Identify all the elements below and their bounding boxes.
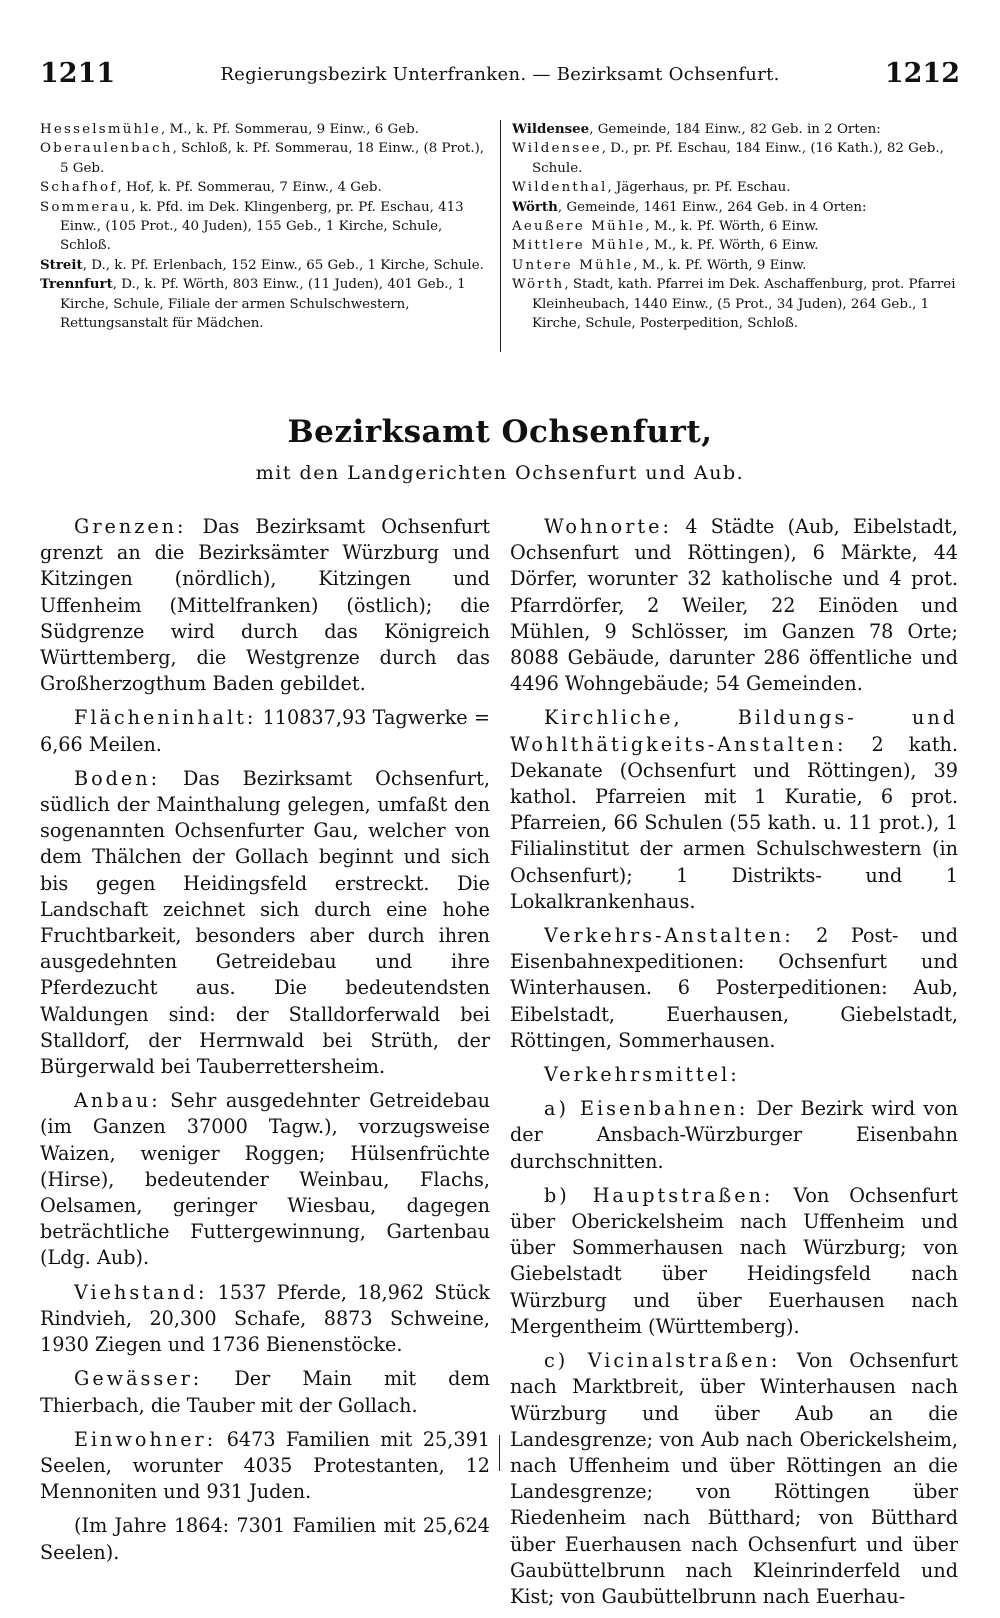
paragraph-label: Boden: [74,766,161,790]
place-name: Schafhof [40,180,118,196]
gazetteer-entry [512,236,958,255]
paragraph-label: Kirchliche, Bildungs- und Wohlthätigkeits-Anstalten: [510,706,958,756]
paragraph-text: Sehr ausgedehnter Getreidebau (im Ganzen 37000 Tagw.), vorzugsweise Waizen, weniger Roggen; Hülsenfrüchte (Hirse), bedeutender Weinbau, Flachs, Oelsamen, geringer Wiesbau, dagegen beträchtliche Futtergewinnung, Gartenbau (Ldg. Aub). [40,1089,490,1270]
paragraph-label: Viehstand: [74,1280,208,1304]
entry-text: , Stadt, kath. Pfarrei im Dek. Aschaffenburg, prot. Pfarrei Kleinheubach, 1440 Einw., (5 Prot., 34 Juden), 264 Geb., 1 Kirche, Schule, Posterpedition, Schloß. [532,277,956,332]
paragraph [40,1088,490,1271]
paragraph-text: 2 Post- und Eisenbahnexpeditionen: Ochsenfurt und Winterhausen. 6 Posterpeditionen: Aub, Eibelstadt, Euerhausen, Giebelstadt, Röttingen, Sommerhausen. [510,924,958,1052]
left-column [40,514,490,1574]
paragraph-text: 2 kath. Dekanate (Ochsenfurt und Röttingen), 39 kathol. Pfarreien mit 1 Kuratie, 6 prot. Pfarreien, 66 Schulen (55 kath. u. 11 prot.), 1 Filialinstitut der armen Schulschwestern (in Ochsenfurt); 1 Distrikts- und 1 Lokalkrankenhaus. [510,732,958,913]
place-name: Untere Mühle [512,257,634,273]
place-name: Wildenthal [512,180,608,196]
paragraph-label: b) Hauptstraßen: [544,1183,774,1207]
gazetteer-entry [512,275,958,333]
paragraph [510,923,958,1054]
paragraph-label: Verkehrsmittel: [544,1063,740,1087]
paragraph-text: Der Bezirk wird von der Ansbach-Würzburger Eisenbahn durchschnitten. [510,1097,958,1173]
place-name: Wörth [512,198,558,215]
paragraph-label: Anbau: [74,1089,161,1113]
entry-text: , Jägerhaus, pr. Pf. Eschau. [607,180,791,196]
gazetteer-entry [512,120,958,139]
paragraph [510,1183,958,1340]
paragraph-label: a) Eisenbahnen: [544,1097,749,1121]
running-title: Regierungsbezirk Unterfranken. — Bezirksamt Ochsenfurt. [220,64,780,85]
paragraph-label: c) Vicinalstraßen: [544,1349,781,1373]
place-name: Hesselsmühle [40,122,161,137]
column-divider [499,1435,500,1471]
paragraph [40,1366,490,1418]
paragraph-text: Von Ochsenfurt über Oberickelsheim nach Uffenheim und über Sommerhausen nach Würzburg; von Giebelstadt über Heidingsfeld nach Würzburg und über Euerhausen nach Mergentheim (Württemberg). [510,1183,958,1338]
place-name: Oberaulenbach [40,141,173,157]
paragraph [510,1348,958,1610]
paragraph-text: 1537 Pferde, 18,962 Stück Rindvieh, 20,300 Schafe, 8873 Schweine, 1930 Ziegen und 1736 Bienenstöcke. [40,1280,490,1357]
gazetteer-entry [40,275,492,333]
paragraph-label: Gewässer: [74,1367,203,1391]
entry-text: , D., k. Pf. Wörth, 803 Einw., (11 Juden), 401 Geb., 1 Kirche, Schule, Filiale der armen Schulschwestern, Rettungsanstalt für Mädchen. [60,277,466,332]
right-column [510,514,958,1618]
place-name: Aeußere Mühle [512,219,646,235]
paragraph-text: 110837,93 Tagwerke = 6,66 Meilen. [40,706,490,756]
entry-text: , D., k. Pf. Erlenbach, 152 Einw., 65 Geb., 1 Kirche, Schule. [82,257,484,273]
paragraph-text: Der Main mit dem Thierbach, die Tauber mit der Gollach. [40,1367,490,1417]
paragraph-label: Wohnorte: [544,515,672,538]
entry-text: , D., pr. Pf. Eschau, 184 Einw., (16 Kath.), 82 Geb., Schule. [532,141,944,176]
entry-text: , Hof, k. Pf. Sommerau, 7 Einw., 4 Geb. [117,180,382,196]
gazetteer-entry [40,256,492,275]
place-name: Wildensee [512,121,590,137]
gazetteer-entry [40,178,492,197]
paragraph [40,1427,490,1506]
entry-text: , M., k. Pf. Wörth, 6 Einw. [645,238,819,254]
entry-text: , Gemeinde, 184 Einw., 82 Geb. in 2 Orten: [589,122,881,137]
paragraph-text: 6473 Familien mit 25,391 Seelen, worunter 4035 Protestanten, 12 Mennoniten und 931 Juden. [40,1427,490,1504]
paragraph [40,766,490,1080]
gazetteer-entry [512,217,958,236]
paragraph-text: Von Ochsenfurt nach Marktbreit, über Winterhausen nach Würzburg und über Aub an die Landesgrenze; von Aub nach Oberickelsheim, nach Uffenheim und über Röttingen an die Landesgrenze; von Röttingen über Riedenheim nach Bütthard; von Bütthard über Euerhausen nach Ochsenfurt und über Gaubüttelbrunn nach Kleinrinderfeld und Kist; von Gaubüttelbrunn nach Euerhau- [510,1349,959,1608]
column-divider [500,120,501,352]
paragraph-label: Verkehrs-Anstalten: [544,924,794,948]
gazetteer-entry [512,256,958,275]
paragraph [40,514,490,697]
gazetteer-entry [512,198,958,217]
gazetteer-entry [40,139,492,178]
gazetteer-entry [40,120,492,139]
place-name: Wörth [512,277,565,293]
entry-text: , M., k. Pf. Wörth, 9 Einw. [633,257,807,273]
page-number-left: 1211 [40,58,116,89]
place-name: Sommerau [40,199,132,215]
section-title: Bezirksamt Ochsenfurt, [287,414,713,450]
place-name: Trennfurt [40,276,113,293]
paragraph [510,1062,958,1088]
paragraph [40,1513,490,1565]
place-name: Mittlere Mühle [512,238,646,254]
page-header [40,58,960,92]
paragraph-text: 4 Städte (Aub, Eibelstadt, Ochsenfurt und Röttingen), 6 Märkte, 44 Dörfer, worunter 32 katholische und 4 prot. Pfarrdörfer, 2 Weiler, 22 Einöden und Mühlen, 9 Schlösser, im Ganzen 78 Orte; 8088 Gebäude, darunter 286 öffentliche und 4496 Wohngebäude; 54 Gemeinden. [510,515,958,696]
paragraph [40,705,490,757]
paragraph-label: Einwohner: [74,1427,217,1451]
paragraph-text: (Im Jahre 1864: 7301 Familien mit 25,624 Seelen). [40,1514,490,1564]
gazetteer-entry [40,198,492,256]
paragraph-label: Grenzen: [74,515,187,538]
entry-text: , M., k. Pf. Sommerau, 9 Einw., 6 Geb. [160,122,420,137]
entry-text: , M., k. Pf. Wörth, 6 Einw. [645,219,819,235]
gazetteer-entry [512,139,958,178]
paragraph [40,1280,490,1359]
page-number-right: 1212 [884,58,960,89]
paragraph [510,1096,958,1175]
top-right-gazetteer [512,120,958,333]
paragraph [510,514,958,697]
top-left-gazetteer [40,120,492,333]
place-name: Streit [40,256,83,273]
gazetteer-entry [512,178,958,197]
entry-text: , k. Pfd. im Dek. Klingenberg, pr. Pf. Eschau, 413 Einw., (105 Prot., 40 Juden), 155 Geb., 1 Kirche, Schule, Schloß. [60,199,464,254]
place-name: Wildensee [512,141,602,157]
entry-text: , Schloß, k. Pf. Sommerau, 18 Einw., (8 Prot.), 5 Geb. [60,141,485,176]
paragraph [510,705,958,915]
paragraph-text: Das Bezirksamt Ochsenfurt grenzt an die Bezirksämter Würzburg und Kitzingen (nördlich), Kitzingen und Uffenheim (Mittelfranken) (östlich); die Südgrenze wird durch das Königreich Württemberg, die Westgrenze durch das Großherzogthum Baden gebildet. [40,515,490,696]
entry-text: , Gemeinde, 1461 Einw., 264 Geb. in 4 Orten: [557,199,867,215]
section-subtitle: mit den Landgerichten Ochsenfurt und Aub. [255,462,745,484]
paragraph-text: Das Bezirksamt Ochsenfurt, südlich der Mainthalung gelegen, umfaßt den sogenannten Ochsenfurter Gau, welcher von dem Thälchen der Gollach beginnt und sich bis gegen Heidingsfeld erstreckt. Die Landschaft zeichnet sich durch eine hohe Fruchtbarkeit, besonders aber durch ihren ausgedehnten Getreidebau und ihre Pferdezucht aus. Die bedeutendsten Waldungen sind: der Stalldorferwald bei Stalldorf, der Herrnwald bei Strüth, der Bürgerwald bei Tauberrettersheim. [40,766,490,1079]
paragraph-label: Flächeninhalt: [74,706,257,730]
